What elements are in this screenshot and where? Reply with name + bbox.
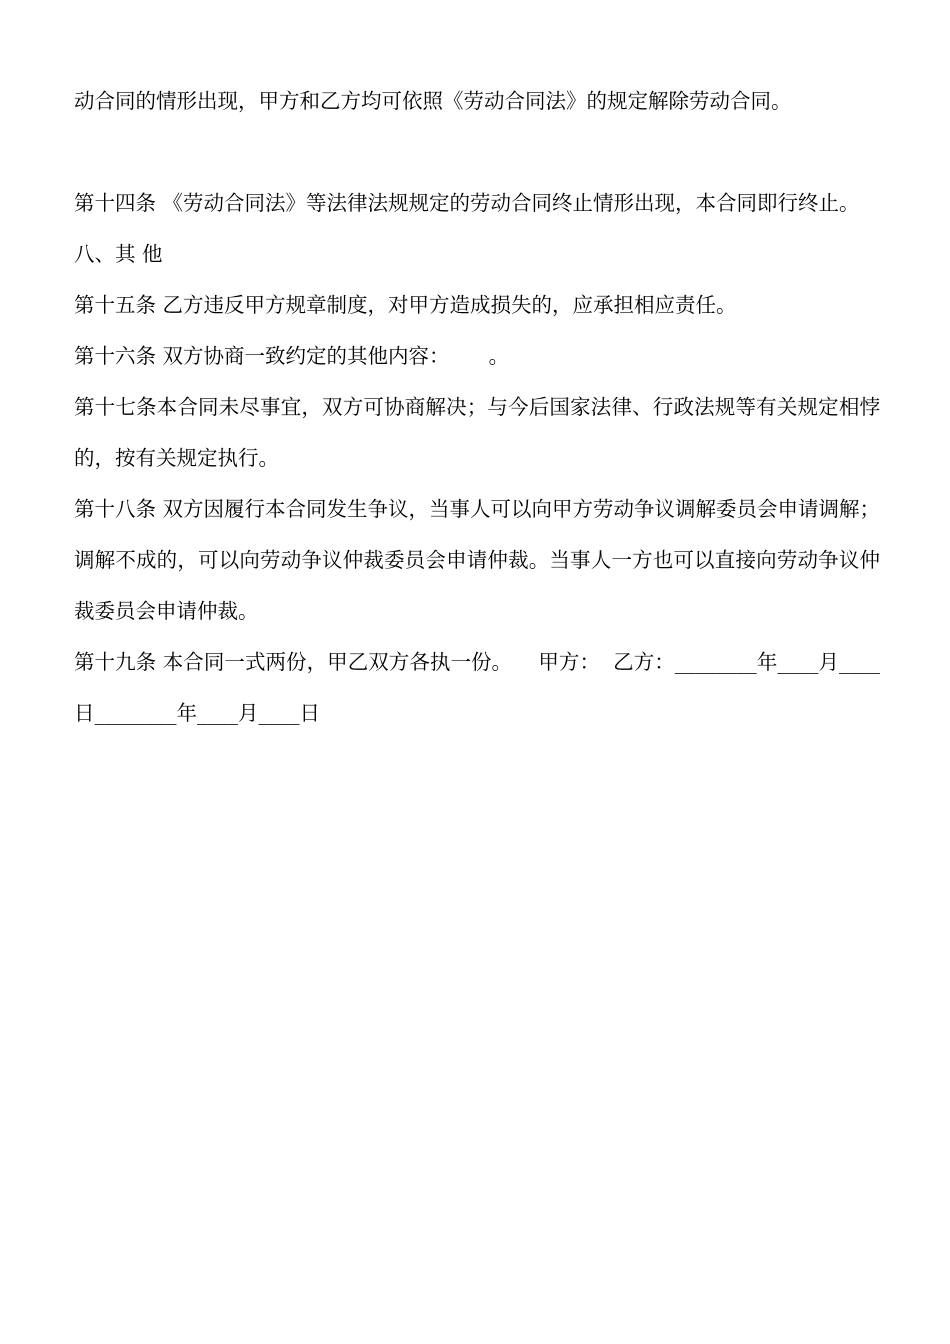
document-body	[74, 76, 880, 739]
section-8-heading: 八、其 他	[74, 242, 163, 266]
paragraph-termination-rights: 动合同的情形出现，甲方和乙方均可依照《劳动合同法》的规定解除劳动合同。	[74, 89, 792, 113]
article-16: 第十六条 双方协商一致约定的其他内容： 。	[74, 344, 510, 368]
paragraph-spacer	[74, 127, 880, 178]
article-14: 第十四条 《劳动合同法》等法律法规规定的劳动合同终止情形出现，本合同即行终止。	[74, 191, 860, 215]
article-17: 第十七条本合同未尽事宜，双方可协商解决；与今后国家法律、行政法规等有关规定相悖的，按有关规定执行。	[74, 395, 880, 470]
article-19-signatures: 第十九条 本合同一式两份，甲乙双方各执一份。 甲方： 乙方：________年____月____日________年____月____日	[74, 650, 880, 725]
article-18: 第十八条 双方因履行本合同发生争议，当事人可以向甲方劳动争议调解委员会申请调解；调解不成的，可以向劳动争议仲裁委员会申请仲裁。当事人一方也可以直接向劳动争议仲裁委员会申请仲裁。	[74, 497, 881, 623]
article-15: 第十五条 乙方违反甲方规章制度，对甲方造成损失的，应承担相应责任。	[74, 293, 737, 317]
